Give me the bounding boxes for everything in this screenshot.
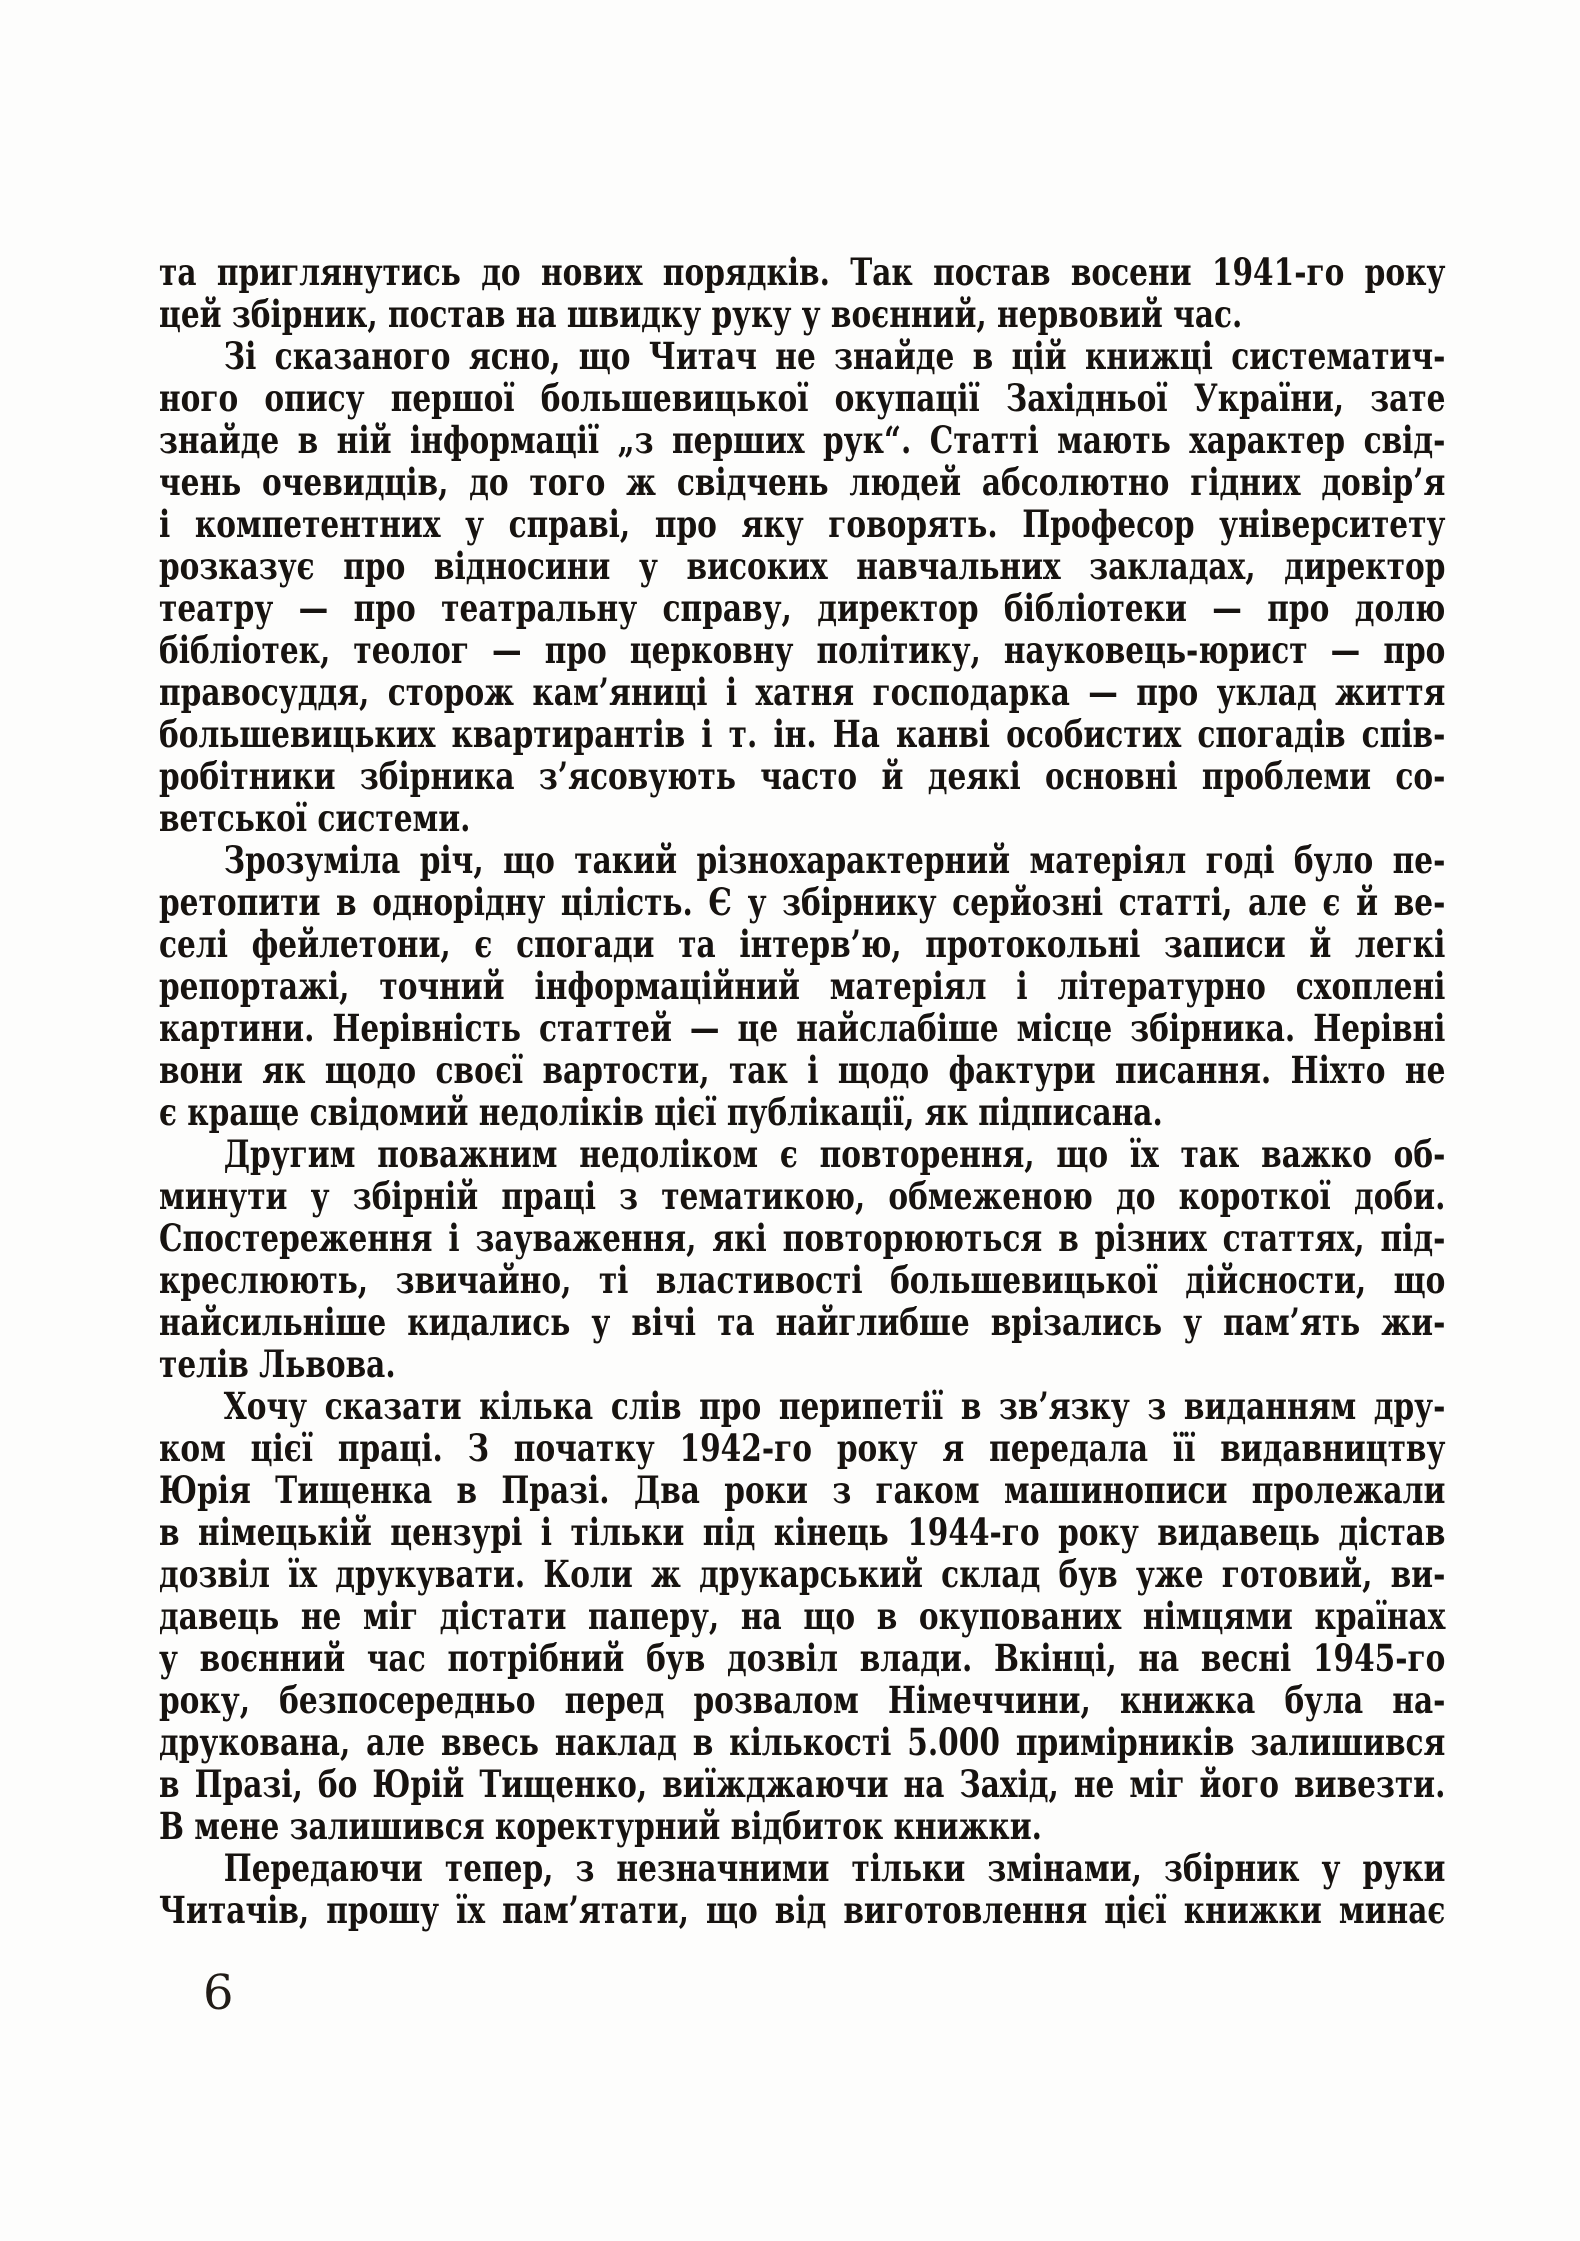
text-line: В мене залишився коректурний відбиток книжки. [159, 1804, 1042, 1848]
text-line: в німецькій цензурі і тільки під кінець 1944-го року видавець дістав [159, 1510, 1446, 1554]
text-line: робітники збірника з’ясовують часто й деякі основні проблеми со- [159, 754, 1446, 798]
text-line: театру — про театральну справу, директор бібліотеки — про долю [159, 586, 1446, 630]
text-line: ком цієї праці. З початку 1942-го року я передала її видавництву [159, 1426, 1446, 1470]
text-line: знайде в ній інформації „з перших рук“. Статті мають характер свід- [159, 418, 1446, 462]
text-line: року, безпосередньо перед розвалом Німеччини, книжка була на- [159, 1678, 1446, 1722]
text-line: та приглянутись до нових порядків. Так постав восени 1941-го року [159, 250, 1446, 294]
page-text-block [159, 251, 1445, 1931]
text-line: ного опису першої большевицької окупації Західньої України, зате [159, 376, 1446, 420]
text-line: розказує про відносини у високих навчальних закладах, директор [159, 544, 1446, 588]
page-number: 6 [203, 1965, 234, 2021]
text-line: телів Львова. [159, 1342, 396, 1386]
text-line: репортажі, точний інформаційний матеріял і літературно схоплені [159, 964, 1446, 1008]
text-line: давець не міг дістати паперу, на що в окупованих німцями країнах [159, 1594, 1446, 1638]
text-line: ветської системи. [159, 796, 471, 840]
text-line: Передаючи тепер, з незначними тільки змінами, збірник у руки [223, 1846, 1446, 1890]
text-line: Зі сказаного ясно, що Читач не знайде в цій книжці систематич- [223, 334, 1446, 378]
text-line: найсильніше кидались у вічі та найглибше врізались у пам’ять жи- [159, 1300, 1446, 1344]
text-line: Хочу сказати кілька слів про перипетії в зв’язку з виданням дру- [223, 1384, 1446, 1428]
text-line: дозвіл їх друкувати. Коли ж друкарський склад був уже готовий, ви- [159, 1552, 1446, 1596]
text-line: Другим поважним недоліком є повторення, що їх так важко об- [223, 1132, 1446, 1176]
text-line: друкована, але ввесь наклад в кількості 5.000 примірників залишився [159, 1720, 1446, 1764]
text-line: Спостереження і зауваження, які повторюються в різних статтях, під- [159, 1216, 1446, 1260]
text-line: правосуддя, сторож кам’яниці і хатня господарка — про уклад життя [159, 670, 1446, 714]
text-line: у воєнний час потрібний був дозвіл влади. Вкінці, на весні 1945-го [159, 1636, 1446, 1680]
text-line: Читачів, прошу їх пам’ятати, що від виготовлення цієї книжки минає [159, 1888, 1446, 1932]
text-line: минути у збірній праці з тематикою, обмеженою до короткої доби. [159, 1174, 1446, 1218]
text-line: Юрія Тищенка в Празі. Два роки з гаком машинописи пролежали [159, 1468, 1446, 1512]
text-line: в Празі, бо Юрій Тищенко, виїжджаючи на Захід, не міг його вивезти. [159, 1762, 1446, 1806]
text-line: чень очевидців, до того ж свідчень людей абсолютно гідних довір’я [159, 460, 1446, 504]
text-line: є краще свідомий недоліків цієї публікації, як підписана. [159, 1090, 1163, 1134]
text-line: бібліотек, теолог — про церковну політику, науковець-юрист — про [159, 628, 1446, 672]
text-line: цей збірник, постав на швидку руку у воєнний, нервовий час. [159, 292, 1243, 336]
text-line: креслюють, звичайно, ті властивості большевицької дійсности, що [159, 1258, 1446, 1302]
text-line: ретопити в однорідну цілість. Є у збірнику серйозні статті, але є й ве- [159, 880, 1446, 924]
text-line: большевицьких квартирантів і т. ін. На канві особистих спогадів спів- [159, 712, 1446, 756]
text-line: вони як щодо своєї вартости, так і щодо фактури писання. Ніхто не [159, 1048, 1446, 1092]
text-line: картини. Нерівність статтей — це найслабіше місце збірника. Нерівні [159, 1006, 1446, 1050]
text-line: Зрозуміла річ, що такий різнохарактерний матеріял годі було пе- [223, 838, 1446, 882]
text-line: і компетентних у справі, про яку говорять. Професор університету [159, 502, 1446, 546]
text-line: селі фейлетони, є спогади та інтерв’ю, протокольні записи й легкі [159, 922, 1446, 966]
